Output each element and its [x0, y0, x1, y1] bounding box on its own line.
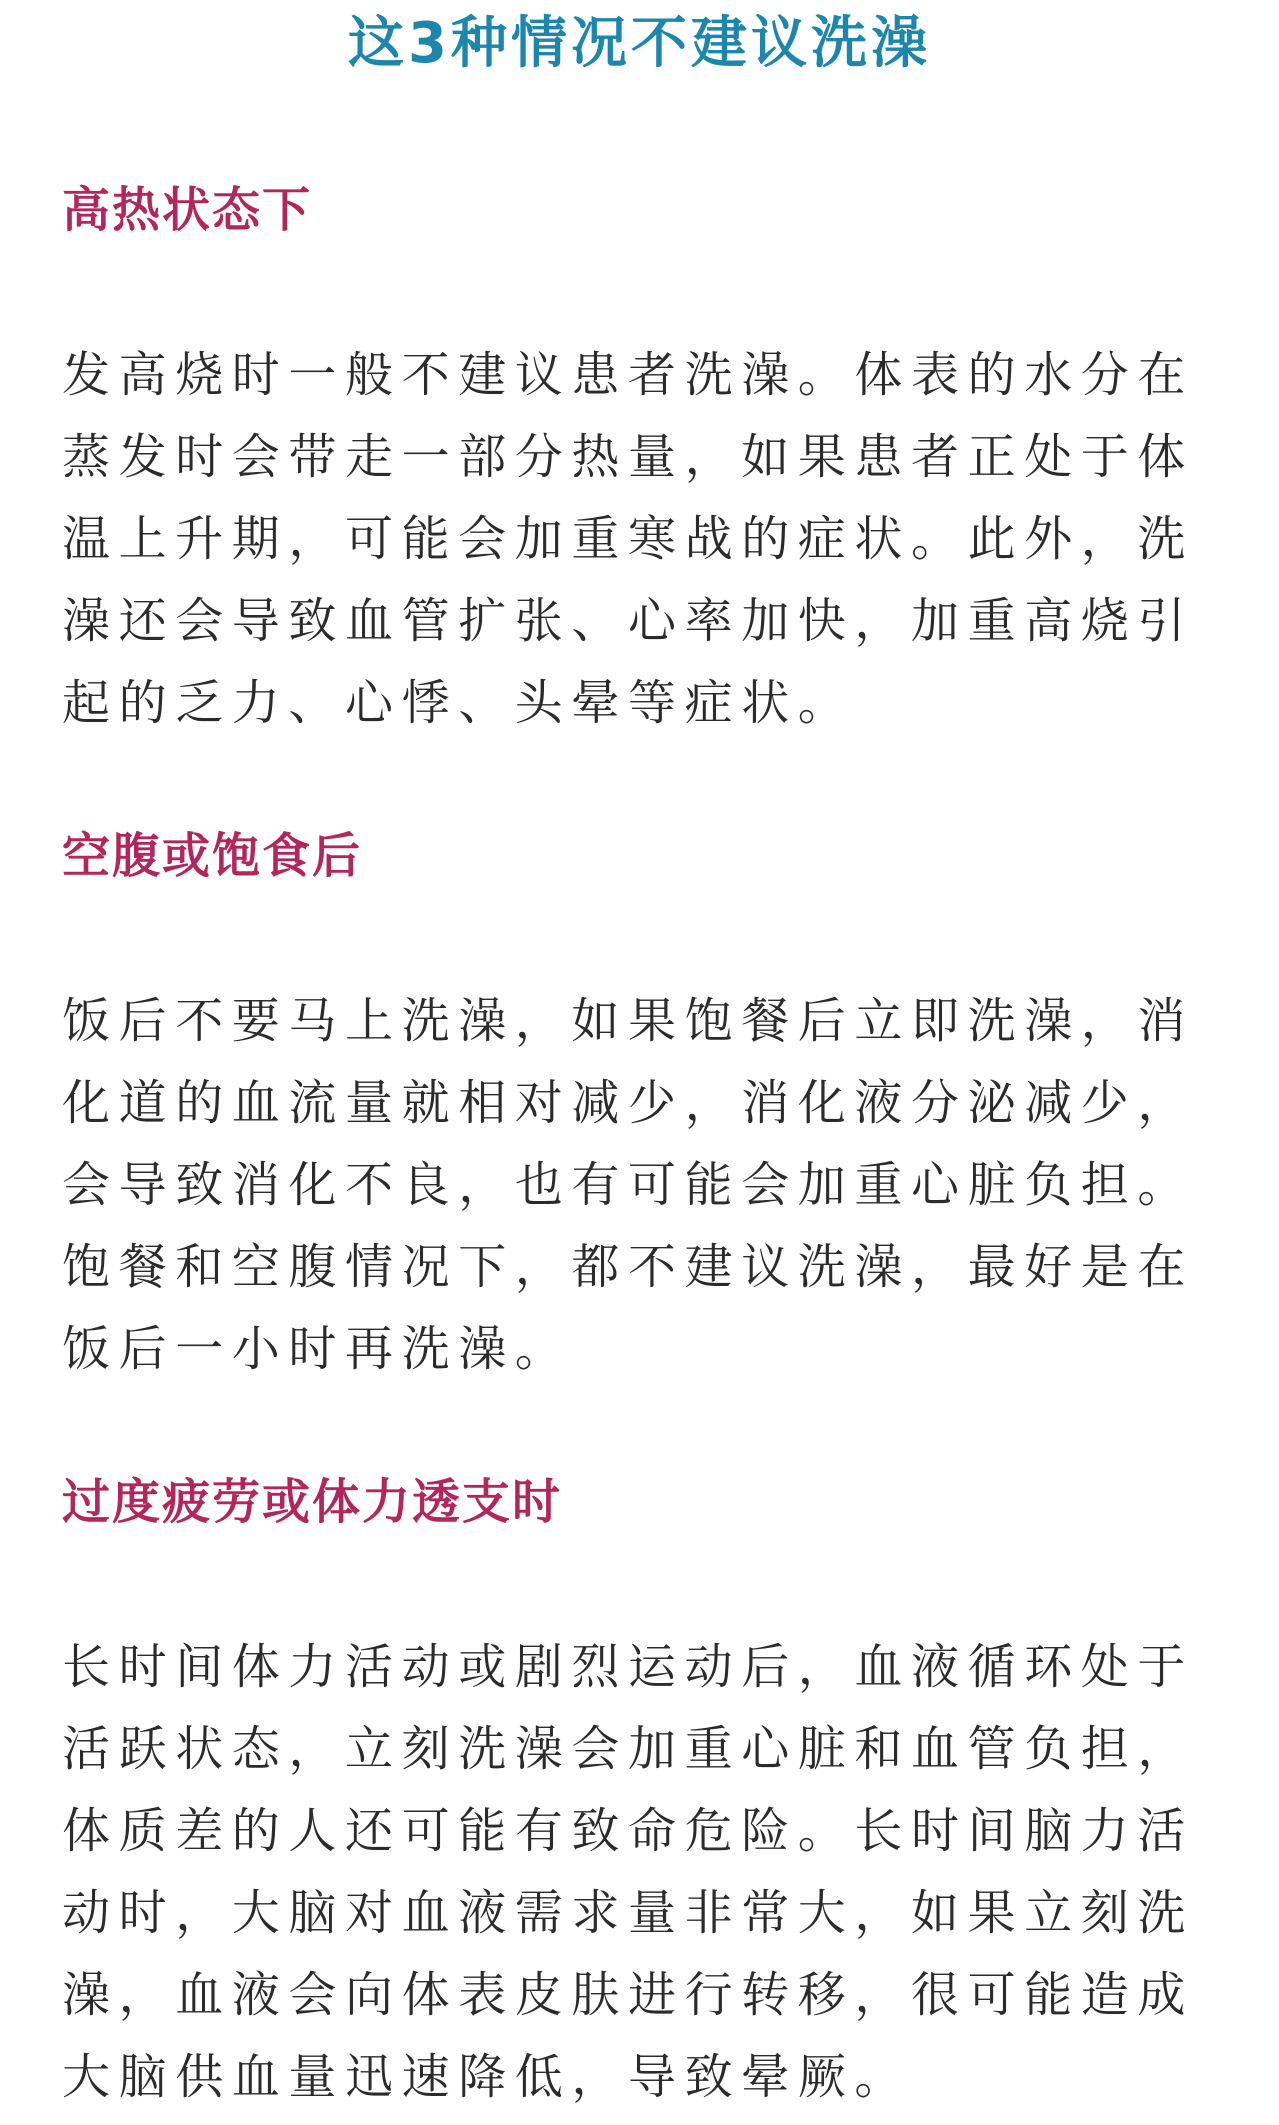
- page-title: 这3种情况不建议洗澡: [348, 11, 931, 76]
- section-body-high-fever: 发高烧时一般不建议患者洗澡。体表的水分在蒸发时会带走一部分热量，如果患者正处于体温上升期，可能会加重寒战的症状。此外，洗澡还会导致血管扩张、心率加快，加重高烧引起的乏力、心悸、头晕等症状。: [62, 347, 1195, 731]
- section-heading-empty-or-full-stomach: 空腹或饱食后: [62, 828, 363, 884]
- section-heading-high-fever: 高热状态下: [62, 182, 313, 238]
- section-body-exhaustion: 长时间体力活动或剧烈运动后，血液循环处于活跃状态，立刻洗澡会加重心脏和血管负担，体质差的人还可能有致命危险。长时间脑力活动时，大脑对血液需求量非常大，如果立刻洗澡，血液会向体表皮肤进行转移，很可能造成大脑供血量迅速降低，导致晕厥。: [62, 1639, 1195, 2105]
- section-body-empty-or-full-stomach: 饭后不要马上洗澡，如果饱餐后立即洗澡，消化道的血流量就相对减少，消化液分泌减少，会导致消化不良，也有可能会加重心脏负担。饱餐和空腹情况下，都不建议洗澡，最好是在饭后一小时再洗澡。: [62, 993, 1195, 1377]
- section-heading-exhaustion: 过度疲劳或体力透支时: [62, 1474, 563, 1530]
